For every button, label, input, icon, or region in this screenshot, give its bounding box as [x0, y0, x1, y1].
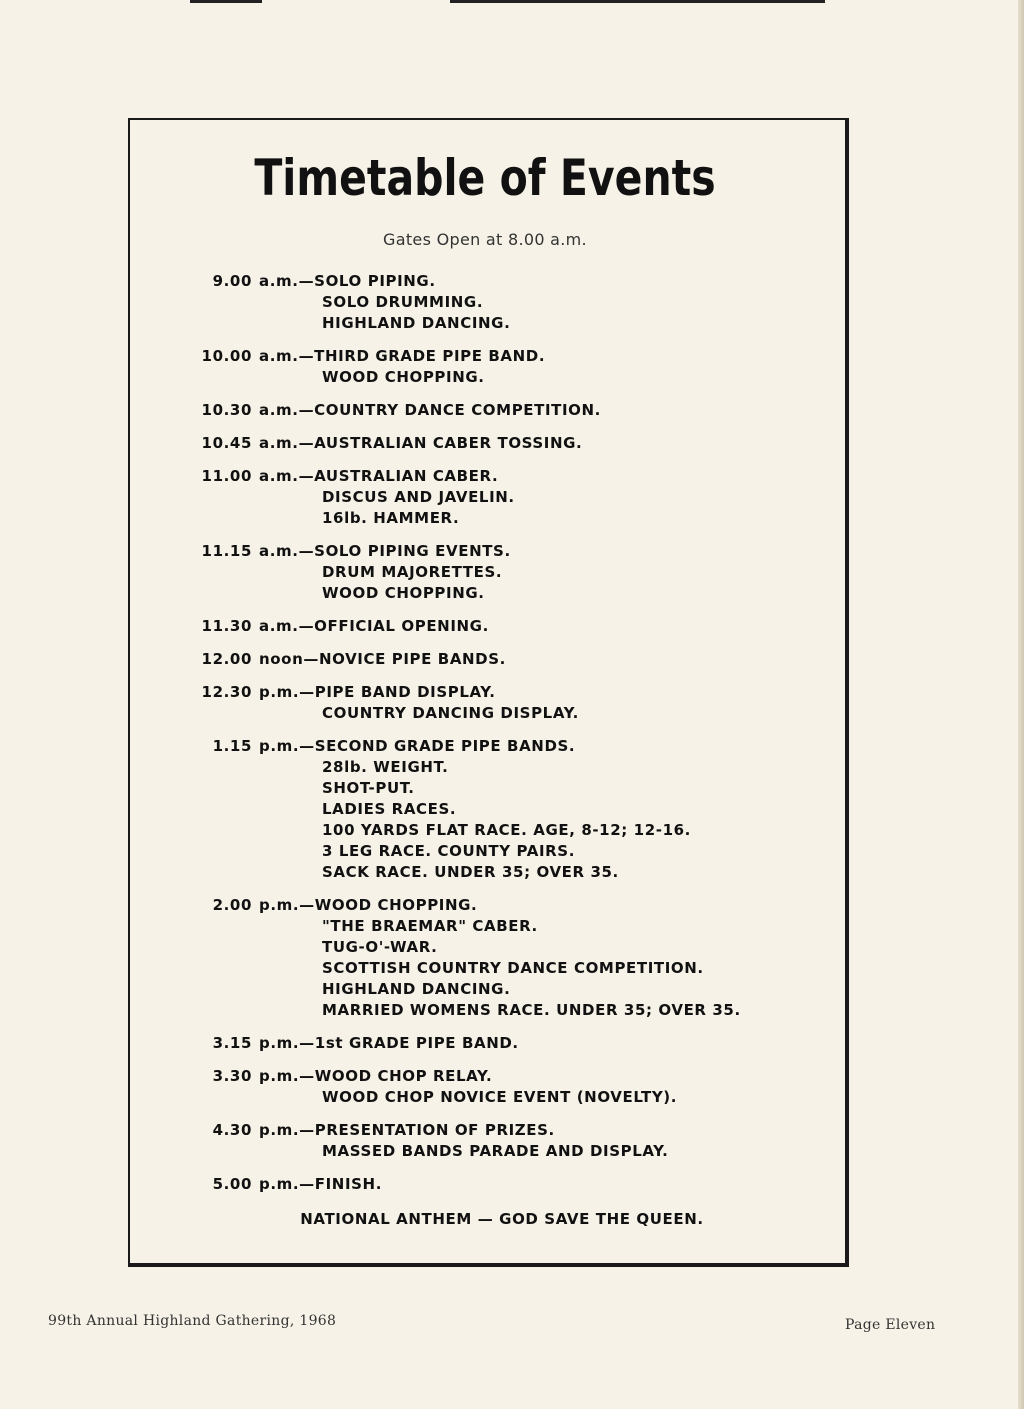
event-time: 10.30: [201, 401, 252, 419]
event-item: DRUM MAJORETTES.: [322, 563, 503, 581]
event-time: 5.00: [212, 1175, 252, 1193]
event-time-suffix: p.m.: [259, 683, 300, 701]
event-line: [200, 562, 820, 583]
top-rule-left: [190, 0, 262, 3]
event-item: SOLO PIPING.: [314, 272, 436, 290]
event-item: WOOD CHOPPING.: [322, 584, 485, 602]
em-dash: —: [299, 1121, 315, 1139]
event-line: [200, 862, 820, 883]
em-dash: —: [299, 1067, 315, 1085]
event-time: 9.00: [212, 272, 252, 290]
em-dash: —: [299, 683, 315, 701]
event-time: 3.15: [212, 1034, 252, 1052]
event-item: WOOD CHOPPING.: [322, 368, 485, 386]
event-line: [200, 916, 820, 937]
event-time: 4.30: [212, 1121, 252, 1139]
em-dash: —: [298, 467, 315, 485]
page-title: Timetable of Events: [254, 149, 716, 207]
event-item: 16lb. HAMMER.: [322, 509, 460, 527]
event-line: [200, 703, 820, 724]
event-block: [200, 649, 820, 670]
em-dash: —: [298, 434, 315, 452]
event-item: 28lb. WEIGHT.: [322, 758, 449, 776]
page-edge: [1018, 0, 1024, 1409]
event-item: DISCUS AND JAVELIN.: [322, 488, 515, 506]
event-time-suffix: a.m.: [259, 401, 299, 419]
em-dash: —: [303, 650, 319, 668]
event-item: 3 LEG RACE. COUNTY PAIRS.: [322, 842, 576, 860]
event-time: 3.30: [212, 1067, 252, 1085]
event-item: SACK RACE. UNDER 35; OVER 35.: [322, 863, 619, 881]
event-line: [200, 1033, 820, 1054]
event-item: "THE BRAEMAR" CABER.: [322, 917, 538, 935]
event-item: 1st GRADE PIPE BAND.: [314, 1034, 519, 1052]
event-list: [200, 271, 820, 1207]
em-dash: —: [299, 896, 315, 914]
footer-publication: 99th Annual Highland Gathering, 1968: [48, 1313, 337, 1329]
event-item: COUNTRY DANCE COMPETITION.: [314, 401, 601, 419]
event-item: FINISH.: [314, 1175, 382, 1193]
national-anthem: NATIONAL ANTHEM — GOD SAVE THE QUEEN.: [300, 1210, 704, 1228]
event-time: 2.00: [212, 896, 252, 914]
event-time-suffix: noon: [259, 650, 304, 668]
event-line: [200, 895, 820, 916]
event-item: WOOD CHOP RELAY.: [314, 1067, 493, 1085]
event-line: [200, 433, 820, 454]
event-line: [200, 937, 820, 958]
event-block: [200, 466, 820, 529]
event-block: [200, 1033, 820, 1054]
event-time: 10.45: [201, 434, 252, 452]
event-time-suffix: a.m.: [259, 347, 299, 365]
event-block: [200, 346, 820, 388]
event-item: THIRD GRADE PIPE BAND.: [314, 347, 546, 365]
event-item: AUSTRALIAN CABER TOSSING.: [314, 434, 583, 452]
event-item: PIPE BAND DISPLAY.: [314, 683, 496, 701]
gates-open-subtitle: Gates Open at 8.00 a.m.: [383, 230, 587, 249]
em-dash: —: [298, 401, 315, 419]
event-time: 1.15: [212, 737, 252, 755]
event-time-suffix: p.m.: [259, 737, 300, 755]
event-block: [200, 1120, 820, 1162]
event-line: [200, 487, 820, 508]
event-time-suffix: p.m.: [259, 1034, 300, 1052]
event-item: WOOD CHOPPING.: [314, 896, 478, 914]
event-time-suffix: a.m.: [259, 617, 299, 635]
event-line: [200, 1174, 820, 1195]
em-dash: —: [299, 737, 315, 755]
event-line: [200, 616, 820, 637]
event-item: LADIES RACES.: [322, 800, 457, 818]
em-dash: —: [299, 1034, 315, 1052]
event-block: [200, 616, 820, 637]
event-line: [200, 367, 820, 388]
event-item: SOLO PIPING EVENTS.: [314, 542, 511, 560]
event-item: MASSED BANDS PARADE AND DISPLAY.: [322, 1142, 669, 1160]
event-time-suffix: a.m.: [259, 272, 299, 290]
em-dash: —: [299, 1175, 315, 1193]
event-item: SCOTTISH COUNTRY DANCE COMPETITION.: [322, 959, 704, 977]
em-dash: —: [298, 347, 315, 365]
event-line: [200, 271, 820, 292]
event-time: 12.30: [201, 683, 252, 701]
event-line: [200, 583, 820, 604]
event-block: [200, 433, 820, 454]
event-item: SOLO DRUMMING.: [322, 293, 484, 311]
event-line: [200, 979, 820, 1000]
event-line: [200, 757, 820, 778]
event-item: 100 YARDS FLAT RACE. AGE, 8-12; 12-16.: [322, 821, 691, 839]
event-item: SHOT-PUT.: [322, 779, 415, 797]
event-item: AUSTRALIAN CABER.: [314, 467, 499, 485]
event-block: [200, 1066, 820, 1108]
event-block: [200, 1174, 820, 1195]
event-line: [200, 1000, 820, 1021]
event-block: [200, 736, 820, 883]
event-line: [200, 292, 820, 313]
event-line: [200, 736, 820, 757]
event-line: [200, 466, 820, 487]
event-time: 12.00: [201, 650, 252, 668]
event-item: HIGHLAND DANCING.: [322, 980, 511, 998]
event-line: [200, 841, 820, 862]
em-dash: —: [298, 542, 315, 560]
event-time: 11.15: [201, 542, 252, 560]
event-line: [200, 541, 820, 562]
event-item: COUNTRY DANCING DISPLAY.: [322, 704, 579, 722]
event-item: MARRIED WOMENS RACE. UNDER 35; OVER 35.: [322, 1001, 741, 1019]
event-line: [200, 1120, 820, 1141]
event-item: SECOND GRADE PIPE BANDS.: [314, 737, 576, 755]
event-line: [200, 1066, 820, 1087]
event-block: [200, 400, 820, 421]
event-time-suffix: p.m.: [259, 1067, 300, 1085]
event-time-suffix: p.m.: [259, 896, 300, 914]
event-time: 11.30: [201, 617, 252, 635]
event-line: [200, 820, 820, 841]
event-line: [200, 649, 820, 670]
event-line: [200, 346, 820, 367]
event-block: [200, 541, 820, 604]
event-item: TUG-O'-WAR.: [322, 938, 438, 956]
event-line: [200, 508, 820, 529]
event-item: WOOD CHOP NOVICE EVENT (NOVELTY).: [322, 1088, 678, 1106]
event-time-suffix: p.m.: [259, 1121, 300, 1139]
event-line: [200, 682, 820, 703]
event-time-suffix: a.m.: [259, 434, 299, 452]
event-time-suffix: a.m.: [259, 467, 299, 485]
event-time-suffix: p.m.: [259, 1175, 300, 1193]
event-item: NOVICE PIPE BANDS.: [318, 650, 506, 668]
em-dash: —: [298, 272, 315, 290]
em-dash: —: [298, 617, 315, 635]
event-item: PRESENTATION OF PRIZES.: [314, 1121, 555, 1139]
event-line: [200, 799, 820, 820]
event-item: OFFICIAL OPENING.: [314, 617, 489, 635]
event-line: [200, 1141, 820, 1162]
event-block: [200, 895, 820, 1021]
event-line: [200, 958, 820, 979]
event-line: [200, 778, 820, 799]
top-rule-right: [450, 0, 825, 3]
event-time: 11.00: [201, 467, 252, 485]
event-time-suffix: a.m.: [259, 542, 299, 560]
event-block: [200, 271, 820, 334]
footer-page-number: Page Eleven: [845, 1317, 936, 1333]
event-item: HIGHLAND DANCING.: [322, 314, 511, 332]
event-time: 10.00: [201, 347, 252, 365]
event-line: [200, 1087, 820, 1108]
event-line: [200, 400, 820, 421]
event-line: [200, 313, 820, 334]
event-block: [200, 682, 820, 724]
